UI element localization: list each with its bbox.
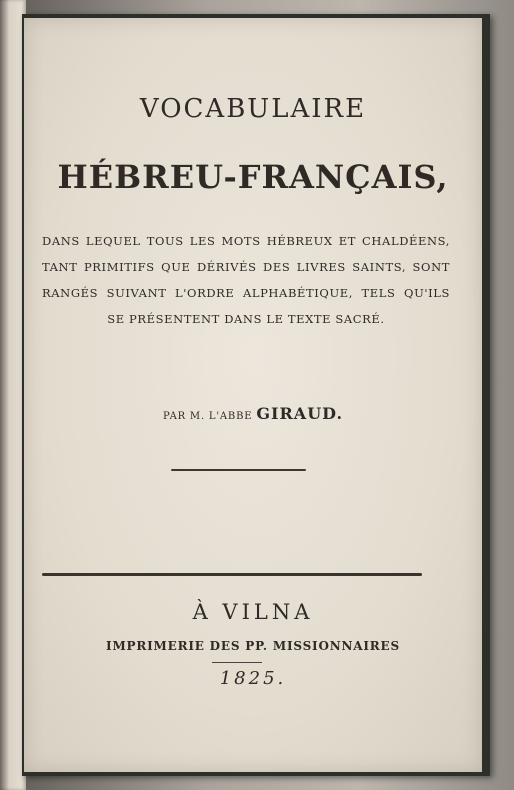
- title-page: [24, 18, 482, 772]
- ornamental-rule-short: [171, 469, 306, 471]
- subtitle-description: DANS LEQUEL TOUS LES MOTS HÉBREUX ET CHALDÉENS, TANT PRIMITIFS QUE DÉRIVÉS DES LIVRES SAINTS, SONT RANGÉS SUIVANT L'ORDRE ALPHABÉTIQUE, TELS QU'ILS SE PRÉSENTENT DANS LE TEXTE SACRÉ.: [42, 234, 450, 326]
- title-line-1: VOCABULAIRE: [139, 94, 367, 124]
- imprint-place: À VILNA: [192, 600, 314, 624]
- title-line-2: HÉBREU-FRANÇAIS,: [57, 158, 449, 196]
- author-name: GIRAUD.: [256, 404, 344, 423]
- ornamental-rule-long: [42, 573, 422, 576]
- author-prefix: PAR M. L'ABBE: [162, 411, 253, 422]
- author-line: [24, 404, 482, 423]
- imprint-rule: [212, 662, 262, 663]
- imprint-printer: IMPRIMERIE DES PP. MISSIONNAIRES: [106, 639, 400, 653]
- imprint-year: 1825.: [219, 668, 287, 689]
